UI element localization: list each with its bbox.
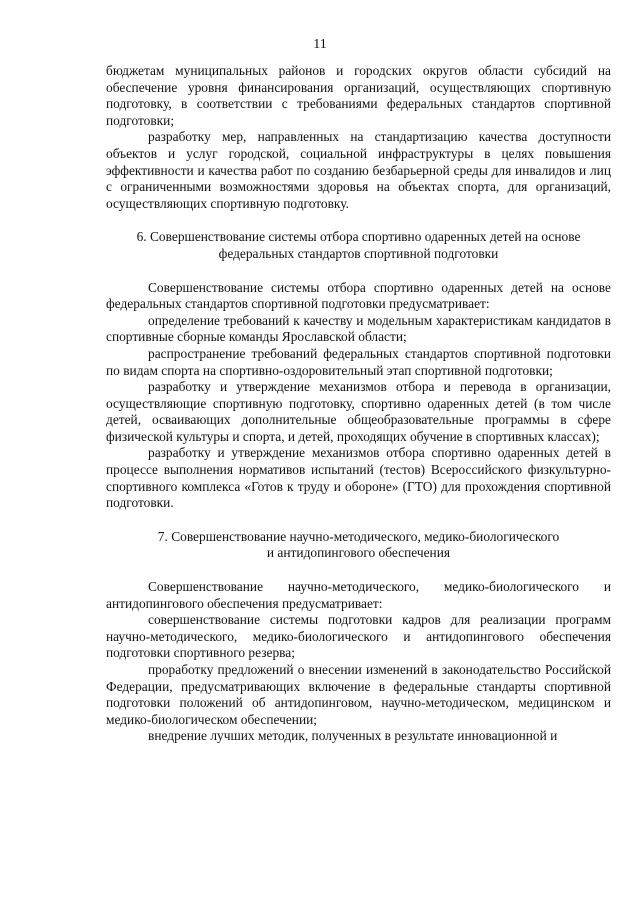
page-number: 11 bbox=[313, 37, 327, 52]
paragraph: внедрение лучших методик, полученных в результате инновационной и bbox=[148, 728, 558, 744]
paragraph: разработку мер, направленных на стандартизацию качества доступности объектов и услуг городской, социальной инфраструктуры в целях повышения эффективности и качества работ по созданию безбарьерной среды для инвалидов и лиц с ограниченными возможностями здоровья на объектах спорта, для организаций, осуществляющих спортивную подготовку. bbox=[106, 129, 611, 211]
section-7-heading bbox=[106, 529, 611, 562]
section-7-heading-line-1: 7. Совершенствование научно-методического, медико-биологического bbox=[157, 528, 560, 544]
paragraph: распространение требований федеральных стандартов спортивной подготовки по видам спорта на спортивно-оздоровительный этап спортивной подготовки; bbox=[106, 345, 611, 378]
section-6-heading-line-2: федеральных стандартов спортивной подготовки bbox=[218, 245, 499, 261]
paragraph: проработку предложений о внесении изменений в законодательство Российской Федерации, предусматривающих включение в федеральные стандарты спортивной подготовки положений об антидопинговом, научно-методическом, медицинском и медико-биологическом обеспечении; bbox=[106, 662, 611, 727]
section-6-heading-line-1: 6. Совершенствование системы отбора спортивно одаренных детей на основе bbox=[136, 229, 581, 245]
paragraph: определение требований к качеству и модельным характеристикам кандидатов в спортивные сборные команды Ярославской области; bbox=[106, 312, 611, 345]
paragraph: разработку и утверждение механизмов отбора и перевода в организации, осуществляющие спортивную подготовку, спортивно одаренных детей (в том числе детей, осваивающих дополнительные общеобразовательные программы в сфере физической культуры и спорта, и детей, проходящих обучение в спортивных классах); bbox=[106, 379, 611, 444]
paragraph: Совершенствование научно-методического, медико-биологического и антидопингового обеспечения предусматривает: bbox=[106, 579, 611, 611]
paragraph: Совершенствование системы отбора спортивно одаренных детей на основе федеральных стандартов спортивной подготовки предусматривает: bbox=[106, 279, 611, 312]
paragraph: бюджетам муниципальных районов и городских округов области субсидий на обеспечение уровня финансирования организаций, осуществляющих спортивную подготовку, в соответствии с требованиями федеральных стандартов спортивной подготовки; bbox=[106, 63, 611, 128]
document-body bbox=[106, 63, 611, 745]
paragraph: совершенствование системы подготовки кадров для реализации программ научно-методического, медико-биологического и антидопингового обеспечения подготовки спортивного резерва; bbox=[106, 612, 611, 661]
section-6-heading bbox=[106, 229, 611, 262]
section-7-heading-line-2: и антидопингового обеспечения bbox=[266, 545, 451, 561]
paragraph: разработку и утверждение механизмов отбора спортивно одаренных детей в процессе выполнения нормативов испытаний (тестов) Всероссийского физкультурно-спортивного комплекса «Готов к труду и обороне» (ГТО) для прохождения спортивной подготовки. bbox=[106, 445, 611, 511]
